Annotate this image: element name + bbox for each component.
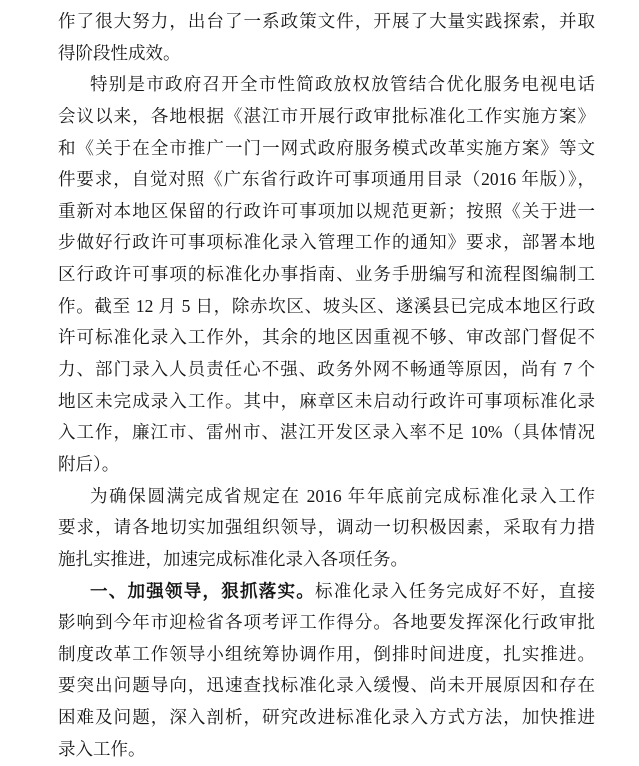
section-heading: 一、加强领导，狠抓落实。 (90, 580, 315, 601)
document-line: 力、部门录入人员责任心不强、政务外网不畅通等原因，尚有 7 个 (58, 359, 595, 380)
document-line: 地区未完成录入工作。其中，麻章区未启动行政许可事项标准化录 (58, 390, 595, 411)
document-line: 施扎实推进，加速完成标准化录入各项任务。 (58, 548, 408, 569)
document-line: 录入工作。 (58, 738, 146, 759)
paragraph (58, 576, 595, 766)
section-heading-continuation: 标准化录入任务完成好不好，直接 (315, 580, 595, 601)
document-line: 为确保圆满完成省规定在 2016 年年底前完成标准化录入工作 (90, 485, 595, 506)
document-line: 作了很大努力，出台了一系政策文件，开展了大量实践探索，并取 (58, 11, 595, 31)
document-line: 作。截至 12 月 5 日，除赤坎区、坡头区、遂溪县已完成本地区行政 (58, 295, 595, 316)
document-line: 区行政许可事项的标准化办事指南、业务手册编写和流程图编制工 (58, 264, 595, 285)
document-line: 件要求，自觉对照《广东省行政许可事项通用目录（2016 年版）》， (58, 169, 595, 190)
document-line: 特别是市政府召开全市性简政放权放管结合优化服务电视电话 (90, 74, 595, 95)
document-line: 制度改革工作领导小组统筹协调作用，倒排时间进度，扎实推进。 (58, 643, 595, 664)
document-line: 会议以来，各地根据《湛江市开展行政审批标准化工作实施方案》 (58, 105, 595, 126)
document-line: 得阶段性成效。 (58, 42, 181, 63)
paragraph (58, 6, 595, 69)
document-line: 和《关于在全市推广一门一网式政府服务模式改革实施方案》等文 (58, 137, 595, 158)
document-line: 入工作，廉江市、雷州市、湛江开发区录入率不足 10%（具体情况 (58, 422, 595, 443)
document-line (58, 576, 595, 608)
document-line: 影响到今年市迎检省各项考评工作得分。各地要发挥深化行政审批 (58, 612, 595, 633)
document-line: 要突出问题导向，迅速查找标准化录入缓慢、尚未开展原因和存在 (58, 675, 595, 696)
paragraph (58, 481, 595, 576)
document-line: 许可标准化录入工作外，其余的地区因重视不够、审改部门督促不 (58, 327, 595, 348)
document-line: 重新对本地区保留的行政许可事项加以规范更新；按照《关于进一 (58, 200, 595, 221)
document-line: 步做好行政许可事项标准化录入管理工作的通知》要求，部署本地 (58, 232, 595, 253)
document-line: 要求，请各地切实加强组织领导，调动一切积极因素，采取有力措 (58, 517, 595, 538)
document-line: 困难及问题，深入剖析，研究改进标准化录入方式方法，加快推进 (58, 707, 595, 728)
paragraph (58, 69, 595, 480)
document-line: 附后）。 (58, 453, 120, 474)
